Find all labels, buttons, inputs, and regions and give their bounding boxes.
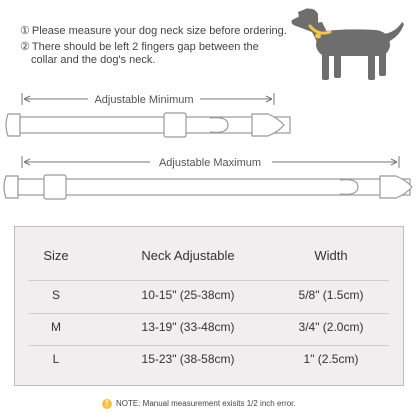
header-neck-adjustable: Neck Adjustable [141, 248, 235, 263]
row-m-neck: 13-19" (33-48cm) [141, 320, 235, 334]
buckle-left-icon [6, 114, 20, 136]
max-dimension-label: Adjustable Maximum [158, 157, 262, 169]
instruction-2-line2: collar and the dog's neck. [31, 54, 156, 66]
slider-square-icon [164, 113, 186, 137]
row-l-neck: 15-23" (38-58cm) [141, 352, 235, 366]
collar-tag-icon [315, 34, 321, 39]
row-m-width: 3/4" (2.0cm) [298, 320, 364, 334]
header-width: Width [314, 248, 348, 263]
row-l-size: L [52, 352, 60, 366]
row-s-neck: 10-15" (25-38cm) [141, 288, 235, 302]
row-m-size: M [51, 320, 61, 334]
min-dimension-label: Adjustable Minimum [94, 94, 194, 106]
instruction-2-number: ② [20, 41, 30, 53]
row-s-width: 5/8" (1.5cm) [298, 288, 364, 302]
instruction-1-number: ① [20, 25, 30, 37]
collar-minimum [6, 113, 290, 137]
table-row [15, 278, 403, 312]
instruction-1 [20, 24, 287, 38]
header-size: Size [43, 248, 69, 263]
row-s-size: S [51, 288, 60, 302]
note [102, 398, 296, 410]
dog-silhouette-icon [292, 8, 405, 80]
table-row [15, 342, 403, 376]
table-header-row [15, 239, 403, 273]
instruction-2 [20, 40, 259, 54]
buckle-left-icon [4, 176, 18, 198]
instruction-1-text: Please measure your dog neck size before ordering. [31, 25, 287, 37]
note-text: NOTE: Manual measurement exisits 1/2 inch error. [116, 399, 296, 408]
size-table [14, 226, 404, 386]
slider-square-icon [44, 175, 66, 199]
row-l-width: 1" (2.5cm) [303, 352, 359, 366]
collar-diagram [0, 80, 416, 220]
warning-icon: ! [102, 399, 112, 409]
instruction-2-text-line1: There should be left 2 fingers gap between the [31, 41, 259, 53]
table-row [15, 310, 403, 344]
dog-illustration [284, 2, 408, 86]
collar-maximum [4, 175, 412, 199]
